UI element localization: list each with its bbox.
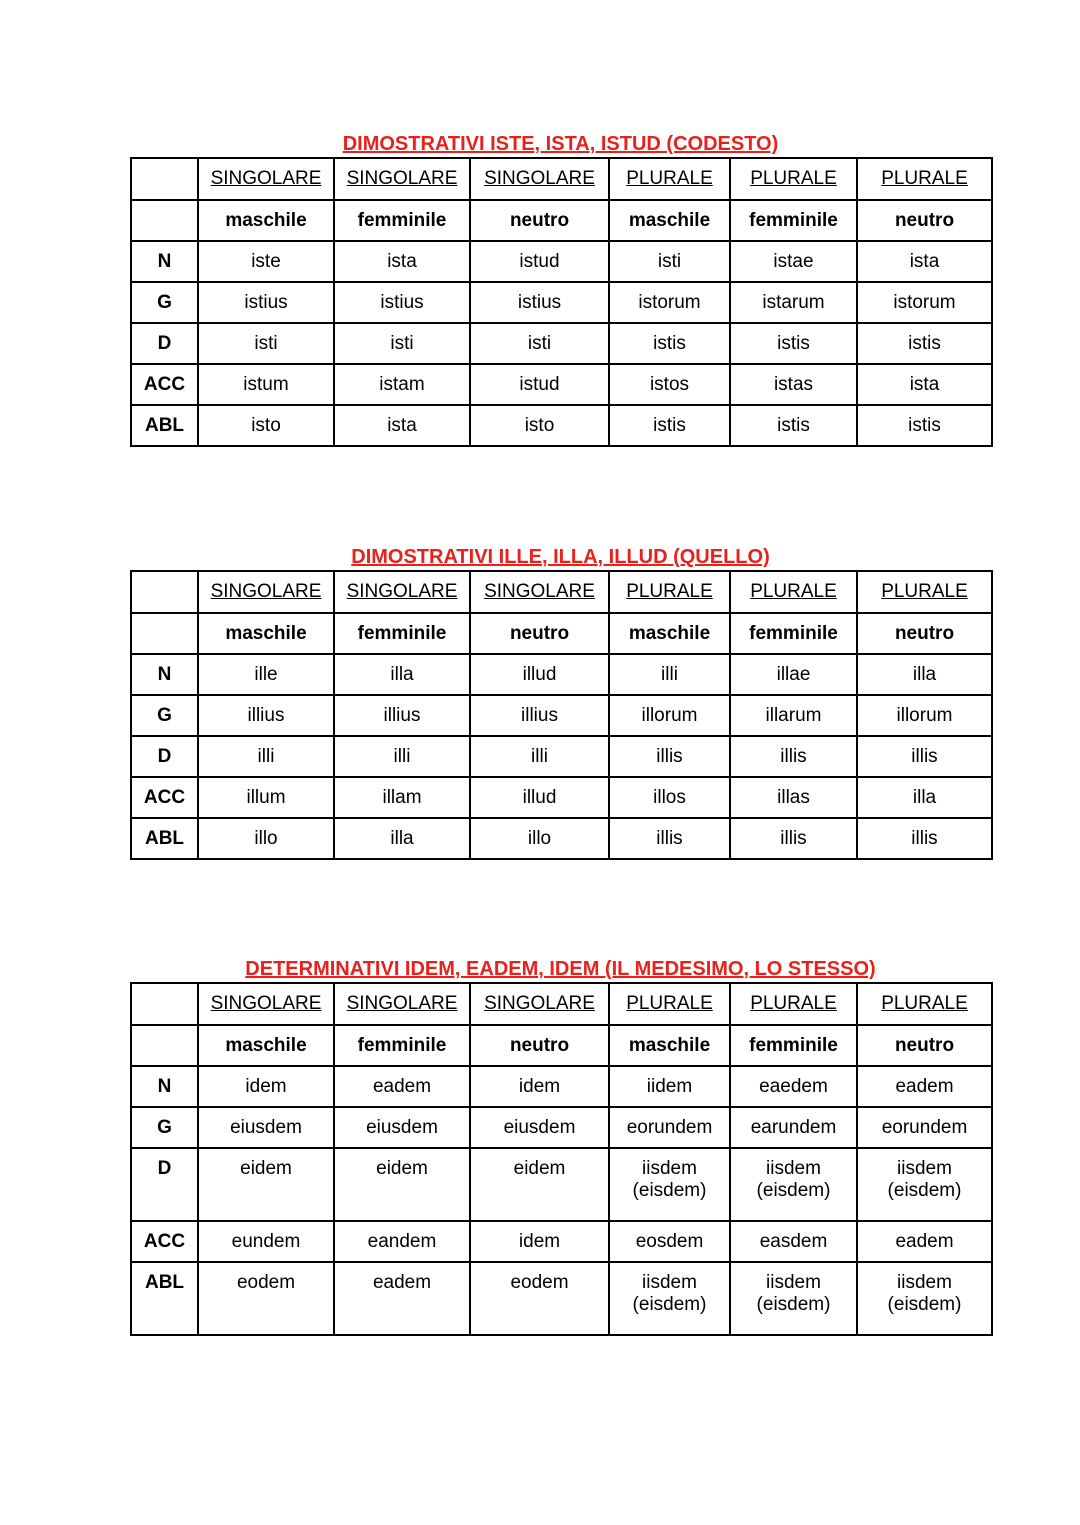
number-header: SINGOLARE <box>198 158 334 200</box>
form-text: illis <box>911 827 938 849</box>
gender-header: neutro <box>470 200 609 241</box>
table-row <box>131 282 992 323</box>
form-cell <box>334 736 470 777</box>
case-label: D <box>131 1148 198 1221</box>
form-cell <box>609 818 730 859</box>
form-text: isti <box>390 332 414 354</box>
case-label: ABL <box>131 818 198 859</box>
table-title: DIMOSTRATIVI ILLE, ILLA, ILLUD (QUELLO) <box>351 546 770 568</box>
form-cell <box>334 818 470 859</box>
table-row <box>131 323 992 364</box>
form-text: idem <box>245 1075 287 1097</box>
number-header: SINGOLARE <box>470 158 609 200</box>
form-cell <box>470 736 609 777</box>
form-text: illorum <box>641 704 698 726</box>
form-cell <box>470 654 609 695</box>
number-header: SINGOLARE <box>334 983 470 1025</box>
form-cell <box>730 1221 857 1262</box>
form-text: illum <box>246 786 286 808</box>
form-cell <box>334 323 470 364</box>
table-row <box>131 1107 992 1148</box>
number-header: SINGOLARE <box>470 571 609 613</box>
case-label: G <box>131 695 198 736</box>
gender-header-row <box>131 200 992 241</box>
case-label: N <box>131 654 198 695</box>
form-text: illarum <box>765 704 822 726</box>
form-cell <box>609 695 730 736</box>
form-text: isti <box>254 332 278 354</box>
number-header: PLURALE <box>730 571 857 613</box>
form-text: eadem <box>895 1230 954 1252</box>
gender-header: femminile <box>334 200 470 241</box>
form-text: istorum <box>893 291 956 313</box>
form-cell <box>334 282 470 323</box>
form-cell <box>857 1221 992 1262</box>
form-cell <box>198 405 334 446</box>
form-cell <box>198 1221 334 1262</box>
form-text: iisdem <box>897 1272 952 1293</box>
alt-form-text: (eisdem) <box>756 1180 831 1201</box>
gender-header: neutro <box>857 200 992 241</box>
form-text: illis <box>911 745 938 767</box>
form-text: illae <box>776 663 811 685</box>
case-label: D <box>131 736 198 777</box>
form-text: illis <box>780 745 807 767</box>
form-cell <box>198 736 334 777</box>
form-text: istis <box>908 332 941 354</box>
form-cell <box>334 1221 470 1262</box>
number-header-row <box>131 571 992 613</box>
form-cell <box>730 1066 857 1107</box>
table-section-idem <box>130 958 991 1336</box>
form-text: istorum <box>638 291 701 313</box>
form-text: istis <box>777 414 810 436</box>
gender-header: maschile <box>609 1025 730 1066</box>
case-label: D <box>131 323 198 364</box>
declension-table <box>130 982 993 1336</box>
form-text: istud <box>519 250 560 272</box>
form-cell <box>730 241 857 282</box>
form-cell <box>198 654 334 695</box>
form-text: eundem <box>231 1230 301 1252</box>
form-cell <box>730 1148 857 1221</box>
form-text: ista <box>909 250 940 272</box>
form-text: eodem <box>510 1272 569 1293</box>
form-cell <box>198 1066 334 1107</box>
form-text: illa <box>912 786 937 808</box>
declension-table <box>130 570 993 860</box>
table-row <box>131 364 992 405</box>
form-cell <box>198 1148 334 1221</box>
form-text: illi <box>393 745 411 767</box>
form-cell <box>609 364 730 405</box>
form-cell <box>470 695 609 736</box>
form-text: earundem <box>750 1116 837 1138</box>
number-header: PLURALE <box>857 983 992 1025</box>
form-cell <box>730 405 857 446</box>
number-header: PLURALE <box>730 983 857 1025</box>
table-title: DETERMINATIVI IDEM, EADEM, IDEM (IL MEDESIMO, LO STESSO) <box>245 958 876 980</box>
table-row <box>131 1066 992 1107</box>
form-text: eodem <box>236 1272 296 1293</box>
form-cell <box>730 364 857 405</box>
number-header: SINGOLARE <box>334 571 470 613</box>
form-cell <box>609 1066 730 1107</box>
number-header: SINGOLARE <box>198 983 334 1025</box>
form-cell <box>198 364 334 405</box>
form-text: illud <box>522 663 557 685</box>
case-label: N <box>131 1066 198 1107</box>
form-text: iisdem <box>642 1272 697 1293</box>
form-text: illi <box>661 663 678 685</box>
form-text: isto <box>251 414 281 436</box>
corner-cell <box>131 983 198 1025</box>
gender-header: maschile <box>198 1025 334 1066</box>
form-cell <box>334 695 470 736</box>
form-text: iisdem <box>642 1158 697 1179</box>
form-cell <box>609 654 730 695</box>
table-section-iste <box>130 133 991 447</box>
table-row <box>131 1262 992 1335</box>
form-text: illa <box>390 827 414 849</box>
form-text: illa <box>390 663 414 685</box>
form-cell <box>609 241 730 282</box>
gender-header: neutro <box>470 1025 609 1066</box>
form-cell <box>609 1262 730 1335</box>
form-text: eiusdem <box>503 1116 576 1138</box>
number-header: PLURALE <box>609 983 730 1025</box>
form-cell <box>198 282 334 323</box>
form-cell <box>198 777 334 818</box>
form-text: idem <box>518 1075 561 1097</box>
corner-cell <box>131 1025 198 1066</box>
number-header: PLURALE <box>609 571 730 613</box>
alt-form-text: (eisdem) <box>632 1180 707 1201</box>
case-label: ACC <box>131 1221 198 1262</box>
form-text: illam <box>382 786 422 808</box>
gender-header: maschile <box>609 200 730 241</box>
form-text: illius <box>383 704 421 726</box>
form-cell <box>334 364 470 405</box>
table-title: DIMOSTRATIVI ISTE, ISTA, ISTUD (CODESTO) <box>342 133 779 155</box>
form-cell <box>857 364 992 405</box>
table-row <box>131 1148 992 1221</box>
form-cell <box>334 1107 470 1148</box>
form-text: illi <box>257 745 275 767</box>
number-header: SINGOLARE <box>198 571 334 613</box>
form-cell <box>470 1262 609 1335</box>
gender-header: femminile <box>730 200 857 241</box>
form-text: istius <box>380 291 424 313</box>
number-header: SINGOLARE <box>470 983 609 1025</box>
table-row <box>131 736 992 777</box>
form-text: istum <box>243 373 289 395</box>
form-text: illis <box>656 745 683 767</box>
form-cell <box>609 1221 730 1262</box>
form-text: istam <box>379 373 425 395</box>
case-label: ABL <box>131 1262 198 1335</box>
form-cell <box>857 695 992 736</box>
form-text: eorundem <box>626 1116 713 1138</box>
gender-header: femminile <box>334 1025 470 1066</box>
form-text: eadem <box>372 1272 432 1293</box>
form-text: istis <box>653 332 686 354</box>
gender-header-row <box>131 613 992 654</box>
alt-form-text: (eisdem) <box>887 1294 962 1315</box>
form-cell <box>730 736 857 777</box>
number-header: PLURALE <box>609 158 730 200</box>
alt-form-text: (eisdem) <box>887 1180 962 1201</box>
form-cell <box>730 323 857 364</box>
form-cell <box>609 1107 730 1148</box>
gender-header-row <box>131 1025 992 1066</box>
form-cell <box>857 1148 992 1221</box>
form-text: eandem <box>367 1230 437 1252</box>
form-text: idem <box>518 1230 561 1252</box>
gender-header: neutro <box>857 1025 992 1066</box>
form-text: eiusdem <box>230 1116 302 1138</box>
corner-cell <box>131 613 198 654</box>
form-cell <box>198 323 334 364</box>
form-cell <box>857 736 992 777</box>
form-text: iste <box>251 250 281 272</box>
form-text: illo <box>527 827 552 849</box>
form-cell <box>334 1262 470 1335</box>
form-text: eidem <box>240 1158 292 1179</box>
case-label: N <box>131 241 198 282</box>
form-cell <box>730 1107 857 1148</box>
form-cell <box>857 241 992 282</box>
form-cell <box>857 1262 992 1335</box>
form-text: istis <box>653 414 686 436</box>
form-cell <box>470 777 609 818</box>
form-text: illi <box>531 745 548 767</box>
form-cell <box>730 777 857 818</box>
form-text: istis <box>908 414 941 436</box>
declension-table <box>130 157 993 447</box>
form-text: ista <box>387 414 417 436</box>
gender-header: femminile <box>730 1025 857 1066</box>
form-text: isti <box>657 250 682 272</box>
form-cell <box>198 1262 334 1335</box>
form-cell <box>609 282 730 323</box>
form-text: illos <box>653 786 686 808</box>
form-cell <box>334 1066 470 1107</box>
form-cell <box>857 1066 992 1107</box>
table-row <box>131 1221 992 1262</box>
form-cell <box>730 818 857 859</box>
form-text: eadem <box>372 1075 432 1097</box>
form-cell <box>857 818 992 859</box>
table-row <box>131 695 992 736</box>
form-cell <box>857 1107 992 1148</box>
corner-cell <box>131 158 198 200</box>
form-cell <box>334 1148 470 1221</box>
form-text: eidem <box>376 1158 428 1179</box>
form-text: illius <box>247 704 285 726</box>
form-cell <box>730 1262 857 1335</box>
table-row <box>131 241 992 282</box>
form-text: iisdem <box>766 1158 821 1179</box>
form-cell <box>730 695 857 736</box>
form-text: illis <box>656 827 683 849</box>
table-row <box>131 777 992 818</box>
form-cell <box>609 736 730 777</box>
form-text: eaedem <box>759 1075 828 1097</box>
form-text: ista <box>387 250 417 272</box>
form-text: easdem <box>759 1230 828 1252</box>
alt-form-text: (eisdem) <box>756 1294 831 1315</box>
form-text: illis <box>780 827 807 849</box>
form-cell <box>334 241 470 282</box>
corner-cell <box>131 571 198 613</box>
form-text: illorum <box>896 704 953 726</box>
form-cell <box>470 818 609 859</box>
form-cell <box>470 405 609 446</box>
form-cell <box>857 405 992 446</box>
corner-cell <box>131 200 198 241</box>
form-cell <box>857 777 992 818</box>
form-cell <box>334 654 470 695</box>
form-cell <box>857 323 992 364</box>
number-header: PLURALE <box>857 158 992 200</box>
form-text: iisdem <box>766 1272 821 1293</box>
form-text: istos <box>649 373 690 395</box>
gender-header: femminile <box>334 613 470 654</box>
form-cell <box>609 323 730 364</box>
form-cell <box>470 1066 609 1107</box>
form-cell <box>334 777 470 818</box>
case-label: G <box>131 282 198 323</box>
form-text: isti <box>527 332 552 354</box>
number-header-row <box>131 158 992 200</box>
number-header: SINGOLARE <box>334 158 470 200</box>
form-cell <box>198 818 334 859</box>
form-text: ista <box>909 373 940 395</box>
form-cell <box>198 695 334 736</box>
form-cell <box>730 282 857 323</box>
form-cell <box>198 241 334 282</box>
form-text: illius <box>521 704 558 726</box>
form-text: iidem <box>646 1075 693 1097</box>
form-cell <box>470 1148 609 1221</box>
form-text: illud <box>522 786 557 808</box>
gender-header: maschile <box>198 613 334 654</box>
gender-header: maschile <box>609 613 730 654</box>
form-cell <box>470 1107 609 1148</box>
form-text: illa <box>912 663 937 685</box>
form-cell <box>470 282 609 323</box>
number-header-row <box>131 983 992 1025</box>
form-text: istius <box>244 291 288 313</box>
form-text: eadem <box>895 1075 954 1097</box>
alt-form-text: (eisdem) <box>632 1294 707 1315</box>
form-text: ille <box>254 663 278 685</box>
table-section-ille <box>130 546 991 860</box>
form-cell <box>198 1107 334 1148</box>
form-text: istas <box>773 373 814 395</box>
case-label: ABL <box>131 405 198 446</box>
form-cell <box>334 405 470 446</box>
form-text: eorundem <box>881 1116 968 1138</box>
number-header: PLURALE <box>857 571 992 613</box>
form-text: eiusdem <box>366 1116 438 1138</box>
form-cell <box>470 364 609 405</box>
case-label: ACC <box>131 777 198 818</box>
form-cell <box>470 1221 609 1262</box>
form-text: istae <box>773 250 814 272</box>
form-text: istud <box>519 373 560 395</box>
gender-header: neutro <box>857 613 992 654</box>
gender-header: maschile <box>198 200 334 241</box>
number-header: PLURALE <box>730 158 857 200</box>
form-cell <box>609 777 730 818</box>
gender-header: neutro <box>470 613 609 654</box>
form-cell <box>470 323 609 364</box>
case-label: ACC <box>131 364 198 405</box>
form-cell <box>730 654 857 695</box>
table-row <box>131 818 992 859</box>
form-text: istis <box>777 332 810 354</box>
form-cell <box>857 654 992 695</box>
form-text: eidem <box>513 1158 566 1179</box>
form-text: istarum <box>762 291 825 313</box>
form-cell <box>609 1148 730 1221</box>
form-text: illo <box>254 827 278 849</box>
form-cell <box>857 282 992 323</box>
form-text: illas <box>777 786 810 808</box>
form-cell <box>609 405 730 446</box>
table-row <box>131 405 992 446</box>
table-row <box>131 654 992 695</box>
form-text: isto <box>524 414 555 436</box>
form-cell <box>470 241 609 282</box>
form-text: iisdem <box>897 1158 952 1179</box>
gender-header: femminile <box>730 613 857 654</box>
form-text: istius <box>517 291 562 313</box>
case-label: G <box>131 1107 198 1148</box>
form-text: eosdem <box>635 1230 704 1252</box>
